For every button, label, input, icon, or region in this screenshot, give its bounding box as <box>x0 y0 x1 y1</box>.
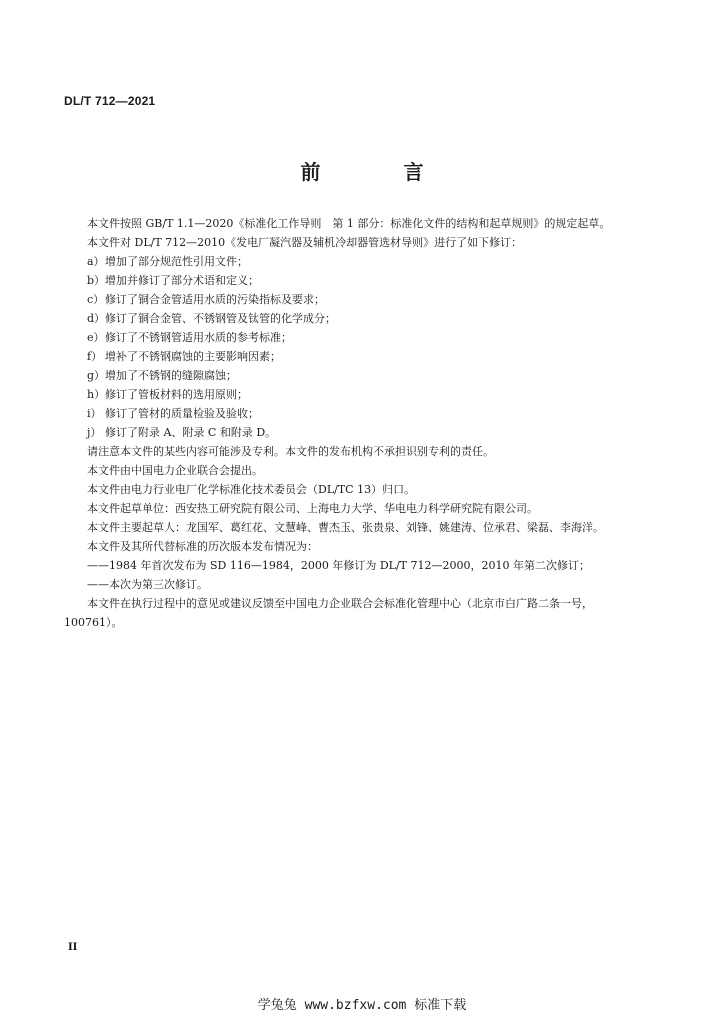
history-item: ——1984 年首次发布为 SD 116—1984，2000 年修订为 DL/T 712—2000，2010 年第二次修订； <box>87 559 590 572</box>
history-item: ——本次为第三次修订。 <box>87 578 208 591</box>
list-item: j） 修订了附录 A、附录 C 和附录 D。 <box>87 426 277 439</box>
foreword-body <box>64 214 640 632</box>
list-item: c）修订了铜合金管适用水质的污染指标及要求； <box>87 293 325 306</box>
list-item: d）修订了铜合金管、不锈钢管及钛管的化学成分； <box>87 312 336 325</box>
patent-notice: 请注意本文件的某些内容可能涉及专利。本文件的发布机构不承担识别专利的责任。 <box>87 445 494 458</box>
list-item: h）修订了管板材料的选用原则； <box>87 388 248 401</box>
feedback-notice: 本文件在执行过程中的意见或建议反馈至中国电力企业联合会标准化管理中心（北京市白广路二条一号，100761）。 <box>64 597 593 629</box>
watermark-footer: 学兔兔 www.bzfxw.com 标准下载 <box>257 998 467 1013</box>
drafting-units: 本文件起草单位：西安热工研究院有限公司、上海电力大学、华电电力科学研究院有限公司。 <box>87 502 538 515</box>
proposed-by: 本文件由中国电力企业联合会提出。 <box>87 464 263 477</box>
committee: 本文件由电力行业电厂化学标准化技术委员会（DL/TC 13）归口。 <box>87 483 416 496</box>
list-item: f） 增补了不锈钢腐蚀的主要影响因素； <box>87 350 281 363</box>
paragraph-revision-intro: 本文件对 DL/T 712—2010《发电厂凝汽器及辅机冷却器管选材导则》进行了如下修订： <box>87 236 523 249</box>
drafters: 本文件主要起草人：龙国军、葛红花、文慧峰、曹杰玉、张贵泉、刘锋、姚建涛、位承君、梁磊、李海洋。 <box>87 521 604 534</box>
paragraph-drafting-basis: 本文件按照 GB/T 1.1—2020《标准化工作导则 第 1 部分：标准化文件的结构和起草规则》的规定起草。 <box>87 217 611 230</box>
page-title: 前 言 <box>300 160 462 184</box>
history-intro: 本文件及其所代替标准的历次版本发布情况为： <box>87 540 318 553</box>
list-item: g）增加了不锈钢的缝隙腐蚀； <box>87 369 237 382</box>
list-item: i） 修订了管材的质量检验及验收； <box>87 407 259 420</box>
revision-list <box>64 252 640 442</box>
page-number: II <box>68 942 78 953</box>
list-item: b）增加并修订了部分术语和定义； <box>87 274 259 287</box>
list-item: a）增加了部分规范性引用文件； <box>87 255 248 268</box>
list-item: e）修订了不锈钢管适用水质的参考标准； <box>87 331 292 344</box>
standard-code: DL/T 712—2021 <box>64 94 156 108</box>
